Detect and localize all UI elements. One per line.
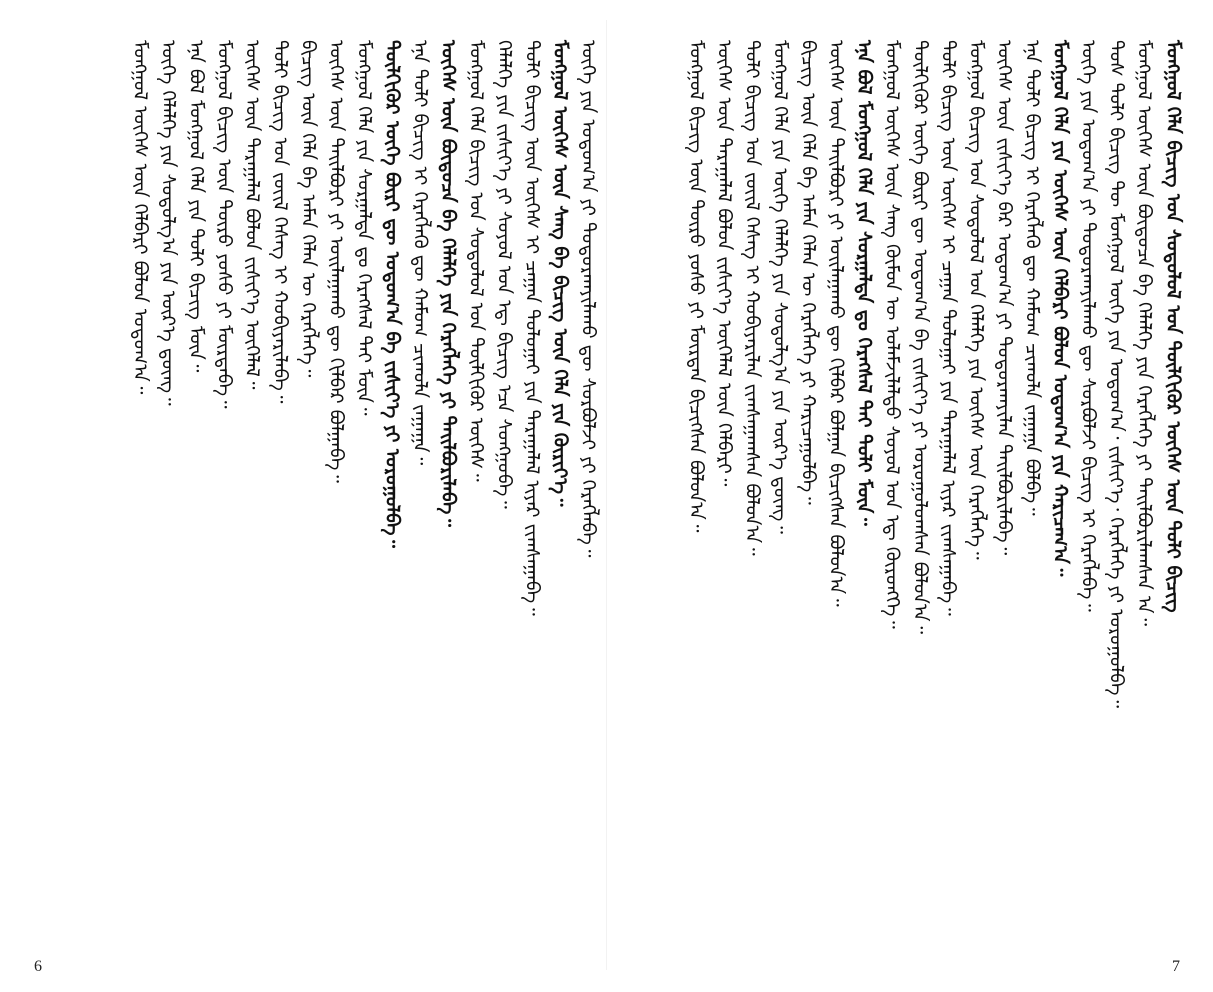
text-column: ᠪᠢᠴᠢᠭ ᠦᠨ ᠬᠡᠯᠡ ᠪᠠ ᠠᠮᠠᠨ ᠬᠡᠯᠡᠨ ᠦ ᠬᠡᠷᠡᠭᠯᠡᠭᠡ᠃ (297, 40, 319, 378)
text-column: ᠮᠣᠩᠭᠣᠯ ᠦᠭᠡᠰ ᠦᠨ ᠰᠠᠩ ᠬᠦᠮᠦᠨ ᠦ ᠤᠯᠠᠮᠵᠢᠯᠠᠯᠲᠤ ᠰᠣᠶᠣᠯ ᠤᠨ ᠡᠳ᠋ ᠬᠥᠷᠥᠩᠭᠡ᠃ (881, 40, 903, 629)
text-column: ᠮᠣᠩᠭᠣᠯ ᠬᠡᠯᠡ ᠶᠢᠨ ᠦᠭᠡ ᠬᠡᠯᠡᠯᠭᠡ ᠶᠢᠨ ᠰᠤᠳᠤᠯᠭ᠎ᠠ ᠶᠢᠨ ᠦᠷ᠎ᠡ ᠳ᠋ᠦᠩ᠃ (769, 40, 791, 534)
text-column: ᠲᠤᠰ ᠲᠣᠯᠢ ᠪᠢᠴᠢᠭ ᠲᠦ ᠮᠣᠩᠭᠣᠯ ᠦᠭᠡ ᠶᠢᠨ ᠤᠲᠤᠭ᠎ᠠ᠂ ᠵᠢᠱᠢᠶ᠎ᠡ᠂ ᠬᠡᠷᠡᠭᠯᠡᠭᠡ ᠶᠢ ᠣᠷᠣᠭᠤᠯᠪᠠ᠃ (1105, 40, 1127, 708)
text-column: ᠦᠭᠡᠰ ᠦᠨ ᠵᠢᠱᠢᠶ᠎ᠡ ᠪᠡᠷ ᠤᠲᠤᠭ᠎ᠠ ᠶᠢ ᠲᠣᠳᠣᠷᠬᠠᠶᠢᠯᠠᠨ ᠲᠠᠢᠯᠪᠤᠷᠢᠯᠠᠪᠠ᠃ (993, 40, 1015, 556)
text-column: ᠮᠣᠩᠭᠣᠯ ᠬᠡᠯᠡ ᠪᠢᠴᠢᠭ ᠤᠨ ᠰᠤᠳᠤᠯᠤᠯ ᠤᠨ ᠲᠦᠯᠬᠢᠭᠦᠷ ᠦᠭᠡᠰ ᠦᠨ ᠲᠣᠯᠢ ᠪᠢᠴᠢᠭ (1162, 40, 1184, 613)
text-column: ᠲᠦᠯᠬᠢᠭᠦᠷ ᠦᠭᠡ ᠪᠦᠷᠢ ᠳᠦ ᠤᠲᠤᠭ᠎ᠠ ᠪᠠ ᠵᠢᠱᠢᠶ᠎ᠡ ᠶᠢ ᠣᠷᠣᠭᠤᠯᠤᠭᠰᠠᠨ ᠪᠣᠯᠤᠨ᠎ᠠ᠃ (909, 40, 931, 635)
text-column: ᠮᠣᠩᠭᠣᠯ ᠦᠭᠡᠰ ᠦᠨ ᠪᠦᠲᠦᠴᠡ ᠪᠠ ᠬᠡᠯᠡᠯᠭᠡ ᠶᠢᠨ ᠬᠡᠷᠡᠭᠯᠡᠭᠡ ᠶᠢ ᠲᠠᠢᠯᠪᠤᠷᠢᠯᠠᠭᠰᠠᠨ ᠠ᠃ (1133, 40, 1155, 627)
text-column: ᠡᠨᠡ ᠲᠣᠯᠢ ᠪᠢᠴᠢᠭ ᠢ ᠬᠡᠷᠡᠭᠯᠡᠬᠦ ᠳᠦ ᠬᠠᠮᠤᠭ ᠴᠢᠬᠤᠯᠠ ᠵᠠᠭᠠᠭᠠ ᠪᠣᠯᠪᠠ᠃ (1021, 40, 1043, 516)
text-column: ᠡᠨᠡ ᠪᠣᠯ ᠮᠣᠩᠭᠣᠯ ᠬᠡᠯᠡ ᠶᠢᠨ ᠰᠤᠷᠭᠠᠯᠲᠠ ᠳᠤ ᠬᠡᠷᠡᠭᠰᠡᠯ ᠲᠠᠢ ᠲᠣᠯᠢ ᠮᠥᠨ᠃ (853, 40, 875, 526)
text-column: ᠲᠣᠯᠢ ᠪᠢᠴᠢᠭ ᠦᠨ ᠦᠭᠡᠰ ᠢ ᠴᠠᠭᠠᠨ ᠲᠣᠯᠤᠭᠠᠢ ᠶᠢᠨ ᠳᠠᠷᠠᠭᠠᠯᠠᠯ ᠢᠶᠠᠷ ᠵᠢᠭᠰᠠᠭᠠᠪᠠ᠃ (521, 40, 543, 616)
text-column: ᠡᠨᠡ ᠪᠣᠯ ᠮᠣᠩᠭᠣᠯ ᠬᠡᠯᠡ ᠶᠢᠨ ᠲᠣᠯᠢ ᠪᠢᠴᠢᠭ ᠮᠥᠨ᠃ (185, 40, 207, 373)
text-column: ᠮᠣᠩᠭᠣᠯ ᠪᠢᠴᠢᠭ ᠦᠨ ᠲᠥᠷᠦ ᠶᠣᠰᠣ ᠶᠢ ᠮᠥᠷᠳᠡᠨ ᠪᠢᠴᠢᠭᠰᠡᠨ ᠪᠣᠯᠤᠨ᠎ᠠ᠃ (685, 40, 707, 533)
text-column: ᠲᠣᠯᠢ ᠪᠢᠴᠢᠭ ᠤᠨ ᠵᠦᠢᠯ ᠬᠡᠰᠡᠭ ᠢ ᠬᠤᠪᠢᠶᠠᠷᠢᠯᠠᠪᠠ᠃ (269, 40, 291, 404)
page-number-left: 6 (34, 958, 42, 975)
text-column: ᠦᠭᠡ ᠶᠢᠨ ᠤᠲᠤᠭ᠎ᠠ ᠶᠢ ᠲᠣᠳᠣᠷᠬᠠᠶᠢᠯᠠᠬᠤ ᠳᠦ ᠰᠤᠷᠪᠤᠯᠵᠢ ᠶᠢ ᠬᠡᠷᠡᠭᠯᠡᠪᠡ᠃ (577, 40, 599, 558)
text-column: ᠦᠭᠡ ᠬᠡᠯᠡᠯᠭᠡ ᠶᠢᠨ ᠰᠤᠳᠤᠯᠭ᠎ᠠ ᠶᠢᠨ ᠦᠷ᠎ᠡ ᠳ᠋ᠦᠩ᠃ (157, 40, 179, 406)
text-column: ᠦᠭᠡᠰ ᠦᠨ ᠪᠦᠲᠦᠴᠡ ᠪᠠ ᠬᠡᠯᠡᠯᠭᠡ ᠶᠢᠨ ᠬᠡᠷᠡᠭᠯᠡᠭᠡ ᠶᠢ ᠲᠠᠢᠯᠪᠤᠷᠢᠯᠠᠪᠠ᠃ (437, 40, 459, 527)
text-column: ᠮᠣᠩᠭᠣᠯ ᠬᠡᠯᠡ ᠶᠢᠨ ᠦᠭᠡᠰ ᠦᠨ ᠬᠡᠯᠪᠡᠷᠢ ᠪᠣᠯᠤᠨ ᠤᠲᠤᠭ᠎ᠠ ᠶᠢᠨ ᠬᠠᠷᠢᠴᠠᠭ᠎ᠠ᠃ (1049, 40, 1071, 577)
text-column: ᠦᠭᠡ ᠶᠢᠨ ᠤᠲᠤᠭ᠎ᠠ ᠶᠢ ᠲᠣᠳᠣᠷᠬᠠᠶᠢᠯᠠᠬᠤ ᠳᠦ ᠰᠤᠷᠪᠤᠯᠵᠢ ᠪᠢᠴᠢᠭ ᠢ ᠬᠡᠷᠡᠭᠯᠡᠪᠡ᠃ (1077, 40, 1099, 612)
text-column: ᠲᠣᠯᠢ ᠪᠢᠴᠢᠭ ᠦᠨ ᠦᠭᠡᠰ ᠢ ᠴᠠᠭᠠᠨ ᠲᠣᠯᠤᠭᠠᠢ ᠶᠢᠨ ᠳᠠᠷᠠᠭᠠᠯᠠᠯ ᠢᠶᠠᠷ ᠵᠢᠭᠰᠠᠭᠠᠪᠠ᠃ (937, 40, 959, 616)
text-column: ᠮᠣᠩᠭᠣᠯ ᠦᠭᠡᠰ ᠦᠨ ᠰᠠᠩ ᠪᠠ ᠪᠢᠴᠢᠭ ᠦᠨ ᠬᠡᠯᠡ ᠶᠢᠨ ᠬᠦᠷᠢᠶ᠎ᠡ᠃ (549, 40, 571, 507)
text-column: ᠦᠭᠡᠰ ᠦᠨ ᠳᠠᠷᠠᠭᠠᠯᠠᠯ ᠪᠣᠯᠤᠨ ᠵᠢᠱᠢᠶ᠎ᠡ ᠦᠭᠡᠯᠡᠯ ᠦᠨ ᠬᠡᠯᠪᠡᠷᠢ᠃ (713, 40, 735, 487)
text-column: ᠪᠢᠴᠢᠭ ᠦᠨ ᠬᠡᠯᠡ ᠪᠠ ᠠᠮᠠᠨ ᠬᠡᠯᠡᠨ ᠦ ᠬᠡᠷᠡᠭᠯᠡᠭᠡ ᠶᠢ ᠬᠠᠷᠢᠴᠠᠭᠤᠯᠪᠠ᠃ (797, 40, 819, 505)
text-column: ᠮᠣᠩᠭᠣᠯ ᠦᠭᠡᠰ ᠦᠨ ᠬᠡᠯᠪᠡᠷᠢ ᠪᠣᠯᠤᠨ ᠤᠲᠤᠭ᠎ᠠ᠃ (129, 40, 151, 395)
page-gutter (606, 20, 607, 970)
text-column: ᠦᠭᠡᠰ ᠦᠨ ᠲᠠᠢᠯᠪᠤᠷᠢ ᠶᠢ ᠣᠢᠯᠠᠭᠠᠬᠤ ᠳᠦ ᠬᠢᠯᠪᠠᠷ ᠪᠣᠯᠭᠠᠪᠠ᠃ (325, 40, 347, 483)
text-column: ᠮᠣᠩᠭᠣᠯ ᠬᠡᠯᠡ ᠪᠢᠴᠢᠭ ᠤᠨ ᠰᠤᠳᠤᠯᠤᠯ ᠤᠨ ᠲᠦᠯᠬᠢᠭᠦᠷ ᠦᠭᠡᠰ᠃ (465, 40, 487, 482)
text-column: ᠦᠭᠡᠰ ᠦᠨ ᠲᠠᠢᠯᠪᠤᠷᠢ ᠶᠢ ᠣᠢᠯᠠᠭᠠᠬᠤ ᠳᠦ ᠬᠢᠯᠪᠠᠷ ᠪᠣᠯᠭᠠᠨ ᠪᠢᠴᠢᠭᠰᠡᠨ ᠪᠣᠯᠤᠨ᠎ᠠ᠃ (825, 40, 847, 607)
text-column: ᠮᠣᠩᠭᠣᠯ ᠪᠢᠴᠢᠭ ᠦᠨ ᠲᠥᠷᠦ ᠶᠣᠰᠣ ᠶᠢ ᠮᠥᠷᠳᠡᠪᠡ᠃ (213, 40, 235, 409)
text-column: ᠬᠡᠯᠡᠯᠭᠡ ᠶᠢᠨ ᠵᠢᠱᠢᠶ᠎ᠡ ᠶᠢ ᠰᠤᠶᠤᠯ ᠤᠨ ᠡᠳ᠋ ᠪᠢᠴᠢᠭ ᠡᠴᠡ ᠰᠣᠩᠭᠣᠪᠠ᠃ (493, 40, 515, 509)
text-column: ᠲᠣᠯᠢ ᠪᠢᠴᠢᠭ ᠤᠨ ᠵᠦᠢᠯ ᠬᠡᠰᠡᠭ ᠢ ᠬᠤᠪᠢᠶᠠᠷᠢᠯᠠᠨ ᠵᠢᠭᠰᠠᠭᠠᠭᠰᠠᠨ ᠪᠣᠯᠤᠨ᠎ᠠ᠃ (741, 40, 763, 556)
text-column: ᠮᠣᠩᠭᠣᠯ ᠬᠡᠯᠡ ᠶᠢᠨ ᠰᠤᠷᠭᠠᠯᠲᠠ ᠳᠤ ᠬᠡᠷᠡᠭᠰᠡᠯ ᠲᠠᠢ ᠮᠥᠨ᠃ (353, 40, 375, 416)
text-column: ᠮᠣᠩᠭᠣᠯ ᠪᠢᠴᠢᠭ ᠤᠨ ᠰᠤᠳᠤᠯᠤᠯ ᠤᠨ ᠬᠡᠯᠡᠯᠭᠡ ᠶᠢᠨ ᠦᠭᠡᠰ ᠦᠨ ᠬᠡᠷᠡᠭᠯᠡᠭᠡ᠃ (965, 40, 987, 560)
text-column: ᠦᠭᠡᠰ ᠦᠨ ᠳᠠᠷᠠᠭᠠᠯᠠᠯ ᠪᠣᠯᠤᠨ ᠵᠢᠱᠢᠶ᠎ᠡ ᠦᠭᠡᠯᠡᠯ᠃ (241, 40, 263, 390)
text-column: ᠡᠨᠡ ᠲᠣᠯᠢ ᠪᠢᠴᠢᠭ ᠢ ᠬᠡᠷᠡᠭᠯᠡᠬᠦ ᠳᠦ ᠬᠠᠮᠤᠭ ᠴᠢᠬᠤᠯᠠ ᠵᠠᠭᠠᠭᠠ᠃ (409, 40, 431, 466)
text-column: ᠲᠦᠯᠬᠢᠭᠦᠷ ᠦᠭᠡ ᠪᠦᠷᠢ ᠳᠦ ᠤᠲᠤᠭ᠎ᠠ ᠪᠠ ᠵᠢᠱᠢᠶ᠎ᠡ ᠶᠢ ᠣᠷᠣᠭᠤᠯᠪᠠ᠃ (381, 40, 403, 548)
page-number-right: 7 (1172, 958, 1180, 975)
